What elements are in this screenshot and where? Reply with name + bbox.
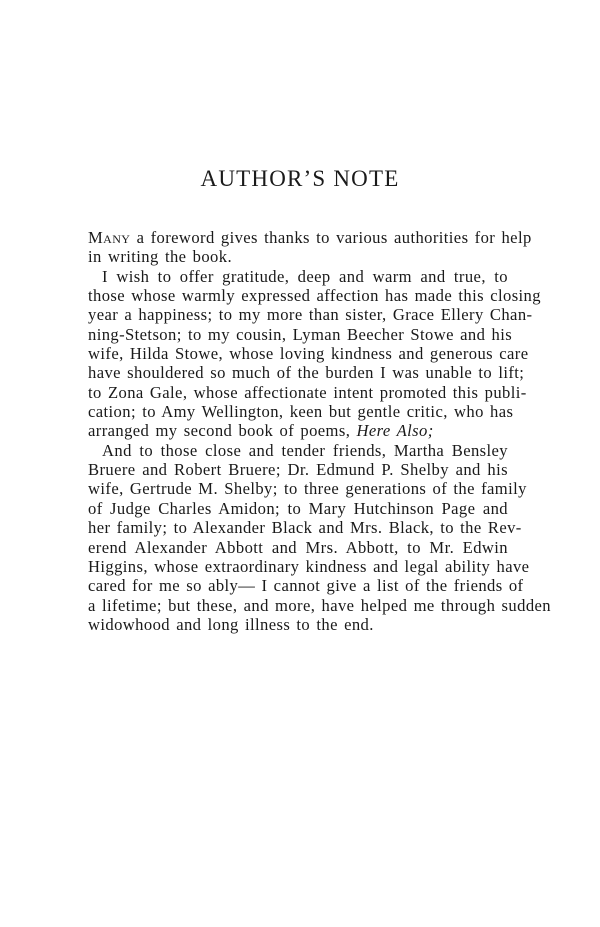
text-line: her family; to Alexander Black and Mrs. Black, to the Rev- (88, 518, 522, 538)
text-line: ning-Stetson; to my cousin, Lyman Beecher Stowe and his (88, 324, 513, 344)
text-line: Higgins, whose extraordinary kindness and legal ability have (88, 556, 530, 576)
drop-lead-word: Many (88, 228, 131, 247)
text-line: to Zona Gale, whose affectionate intent promoted this publi- (88, 382, 527, 402)
text-line: a lifetime; but these, and more, have helped me through sudden (88, 595, 551, 615)
text-line: widowhood and long illness to the end. (88, 614, 374, 634)
text-line: wife, Gertrude M. Shelby; to three generations of the family (88, 479, 527, 499)
paragraph-friends (88, 440, 551, 634)
note-body (88, 228, 551, 634)
text-span: arranged my second book of poems, (88, 421, 357, 441)
paragraph-gratitude (88, 266, 541, 441)
text-line: cation; to Amy Wellington, keen but gentle critic, who has (88, 402, 514, 422)
text-line: in writing the book. (88, 247, 232, 267)
page-title: AUTHOR’S NOTE (200, 166, 400, 191)
text-line (88, 421, 508, 440)
text-line: And to those close and tender friends, Martha Bensley (102, 440, 508, 460)
text-line (88, 228, 532, 247)
text-line: erend Alexander Abbott and Mrs. Abbott, to Mr. Edwin (88, 537, 508, 557)
text-span: a foreword gives thanks to various authorities for help (130, 228, 532, 247)
paragraph-foreword (88, 228, 532, 267)
text-line: have shouldered so much of the burden I was unable to lift; (88, 363, 525, 383)
text-line: of Judge Charles Amidon; to Mary Hutchinson Page and (88, 498, 508, 518)
text-line: Bruere and Robert Bruere; Dr. Edmund P. Shelby and his (88, 460, 508, 480)
text-line: those whose warmly expressed affection has made this closing (88, 286, 541, 306)
text-line: wife, Hilda Stowe, whose loving kindness and generous care (88, 344, 529, 364)
text-line: year a happiness; to my more than sister, Grace Ellery Chan- (88, 305, 533, 325)
text-line: I wish to offer gratitude, deep and warm and true, to (102, 266, 508, 286)
text-line: cared for me so ably— I cannot give a list of the friends of (88, 576, 524, 596)
book-title: Here Also; (356, 421, 434, 441)
